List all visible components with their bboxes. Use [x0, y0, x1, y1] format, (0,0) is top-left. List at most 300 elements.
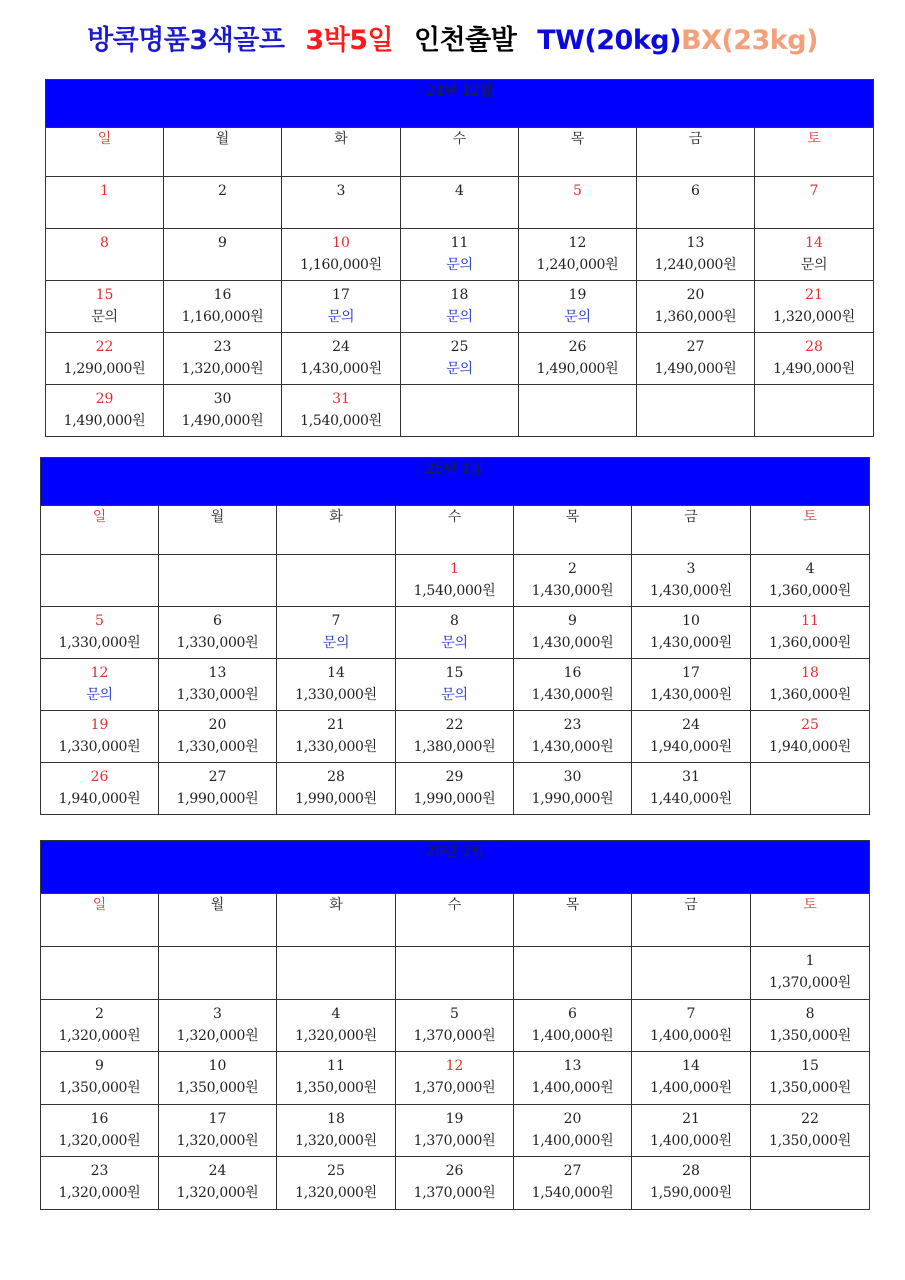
week-row: [41, 659, 870, 711]
day-cell: [519, 385, 637, 437]
day-cell: [277, 607, 396, 659]
day-number: 7: [331, 613, 341, 629]
day-cell: [396, 1104, 514, 1157]
day-number: 27: [208, 769, 227, 785]
price-label: 1,400,000원: [531, 1027, 614, 1044]
price-label: 1,990,000원: [176, 791, 259, 807]
weekday-sat: 토: [755, 128, 874, 177]
price-label: 1,430,000원: [531, 583, 614, 599]
day-cell: [396, 763, 514, 815]
price-label: 1,540,000원: [531, 1185, 614, 1202]
day-cell: [401, 177, 519, 229]
day-number: 19: [445, 1110, 464, 1127]
day-number: 14: [805, 235, 823, 251]
day-number: 26: [568, 339, 587, 355]
price-label: 1,370,000원: [413, 1080, 496, 1097]
weekday-sun: 일: [46, 128, 164, 177]
price-label: 1,400,000원: [650, 1080, 732, 1097]
day-cell: [159, 1157, 277, 1210]
calendar-february: [40, 840, 870, 1210]
day-cell: [46, 333, 164, 385]
day-number: 10: [682, 613, 700, 629]
day-cell: [159, 947, 277, 1000]
day-cell: [751, 947, 870, 1000]
price-label: 1,400,000원: [531, 1132, 614, 1149]
day-cell: [277, 1104, 396, 1157]
day-number: 2: [218, 183, 227, 199]
price-label: 1,370,000원: [413, 1132, 496, 1149]
day-number: 10: [332, 235, 350, 251]
day-cell: [751, 1052, 870, 1105]
day-cell: [632, 659, 751, 711]
weekday-wed: 수: [401, 128, 519, 177]
day-cell: [159, 1104, 277, 1157]
month-title: 25년 1월: [41, 458, 870, 506]
price-label: 1,400,000원: [650, 1027, 732, 1044]
price-label: 1,430,000원: [650, 635, 732, 651]
title-airline-bx: BX(23kg): [680, 25, 818, 56]
day-number: 27: [563, 1163, 582, 1180]
day-cell: [159, 555, 277, 607]
weekday-wed: 수: [396, 506, 514, 555]
weekday-sat: 토: [751, 894, 870, 947]
inquiry-label: 문의: [446, 309, 473, 325]
inquiry-label: 문의: [800, 257, 828, 273]
price-label: 1,320,000원: [295, 1132, 377, 1149]
weekday-fri: 금: [637, 128, 755, 177]
price-label: 1,320,000원: [176, 1185, 259, 1202]
day-number: 6: [691, 183, 700, 199]
inquiry-label: 문의: [327, 309, 355, 325]
day-number: 21: [682, 1110, 700, 1127]
day-number: 1: [805, 953, 815, 969]
day-cell: [41, 711, 159, 763]
day-cell: [637, 281, 755, 333]
day-cell: [46, 229, 164, 281]
day-number: 4: [331, 1005, 341, 1022]
title-airline-tw: TW(20kg): [537, 25, 681, 56]
inquiry-label: 문의: [446, 361, 473, 377]
day-cell: [396, 711, 514, 763]
inquiry-label: 문의: [91, 309, 118, 325]
price-label: 1,440,000원: [650, 791, 732, 807]
day-number: 3: [213, 1005, 222, 1022]
price-label: 1,990,000원: [531, 791, 614, 807]
day-cell: [514, 1052, 632, 1105]
week-row: [41, 947, 870, 1000]
day-number: 12: [445, 1058, 464, 1075]
day-cell: [755, 281, 874, 333]
day-cell: [159, 1052, 277, 1105]
day-cell: [637, 229, 755, 281]
day-number: 20: [208, 717, 227, 733]
price-label: 1,240,000원: [654, 257, 737, 273]
price-label: 1,370,000원: [413, 1185, 496, 1202]
day-cell: [46, 281, 164, 333]
day-number: 11: [450, 235, 469, 251]
month-title: 25년 2월: [41, 841, 870, 894]
price-label: 1,360,000원: [769, 635, 851, 651]
day-number: 31: [332, 391, 350, 407]
day-number: 7: [686, 1005, 696, 1022]
day-number: 29: [95, 391, 114, 407]
day-cell: [282, 281, 401, 333]
week-row: [41, 1052, 870, 1105]
day-cell: [41, 555, 159, 607]
day-number: 22: [445, 717, 464, 733]
price-label: 1,240,000원: [536, 257, 619, 273]
day-number: 23: [563, 717, 582, 733]
day-cell: [41, 1052, 159, 1105]
weekday-mon: 월: [164, 128, 282, 177]
price-label: 1,320,000원: [181, 361, 264, 377]
inquiry-label: 문의: [564, 309, 591, 325]
day-cell: [401, 229, 519, 281]
day-cell: [282, 333, 401, 385]
day-number: 25: [327, 1163, 345, 1180]
price-label: 1,330,000원: [58, 739, 141, 755]
week-row: [46, 333, 874, 385]
price-label: 1,320,000원: [58, 1027, 141, 1044]
day-cell: [277, 999, 396, 1052]
day-cell: [519, 177, 637, 229]
day-number: 9: [568, 613, 577, 629]
day-number: 22: [95, 339, 114, 355]
week-row: [41, 999, 870, 1052]
week-row: [46, 177, 874, 229]
day-number: 20: [686, 287, 705, 303]
day-cell: [751, 607, 870, 659]
day-cell: [514, 659, 632, 711]
day-number: 6: [213, 613, 222, 629]
day-number: 28: [327, 769, 345, 785]
price-label: 1,330,000원: [58, 635, 141, 651]
weekday-sat: 토: [751, 506, 870, 555]
day-number: 21: [327, 717, 345, 733]
day-cell: [159, 999, 277, 1052]
day-cell: [401, 333, 519, 385]
price-label: 1,540,000원: [413, 583, 496, 599]
price-label: 1,320,000원: [176, 1132, 259, 1149]
day-cell: [277, 1052, 396, 1105]
price-label: 1,400,000원: [531, 1080, 614, 1097]
day-cell: [751, 763, 870, 815]
day-number: 18: [801, 665, 819, 681]
weekday-mon: 월: [159, 894, 277, 947]
day-number: 24: [208, 1163, 227, 1180]
day-cell: [396, 947, 514, 1000]
day-cell: [632, 711, 751, 763]
price-label: 1,490,000원: [536, 361, 619, 377]
weekday-thu: 목: [514, 506, 632, 555]
price-label: 1,350,000원: [769, 1080, 851, 1097]
day-cell: [46, 385, 164, 437]
day-cell: [46, 177, 164, 229]
price-label: 1,330,000원: [176, 739, 259, 755]
day-cell: [755, 333, 874, 385]
price-label: 1,940,000원: [650, 739, 732, 755]
inquiry-label: 문의: [322, 635, 350, 651]
day-number: 6: [568, 1005, 577, 1022]
price-label: 1,490,000원: [63, 413, 146, 429]
day-cell: [41, 763, 159, 815]
day-number: 13: [563, 1058, 582, 1075]
day-number: 25: [801, 717, 819, 733]
day-cell: [159, 607, 277, 659]
day-cell: [277, 711, 396, 763]
day-cell: [277, 555, 396, 607]
price-label: 1,990,000원: [295, 791, 377, 807]
day-number: 5: [573, 183, 582, 199]
week-row: [41, 555, 870, 607]
day-cell: [514, 1157, 632, 1210]
day-cell: [637, 333, 755, 385]
week-row: [41, 1157, 870, 1210]
title-duration: 3박5일: [305, 25, 394, 56]
weekday-thu: 목: [519, 128, 637, 177]
day-number: 30: [563, 769, 582, 785]
price-label: 1,540,000원: [300, 413, 382, 429]
price-label: 1,350,000원: [769, 1027, 851, 1044]
week-row: [46, 229, 874, 281]
day-number: 2: [95, 1005, 104, 1022]
price-label: 1,490,000원: [654, 361, 737, 377]
day-cell: [632, 763, 751, 815]
title-product: 방콕명품3색골프: [87, 25, 285, 56]
day-number: 16: [213, 287, 232, 303]
day-number: 15: [95, 287, 114, 303]
day-cell: [755, 229, 874, 281]
price-label: 1,360,000원: [654, 309, 737, 325]
week-row: [41, 763, 870, 815]
day-cell: [755, 385, 874, 437]
price-label: 1,430,000원: [531, 739, 614, 755]
day-number: 10: [208, 1058, 227, 1075]
day-number: 11: [801, 613, 819, 629]
day-cell: [282, 385, 401, 437]
day-number: 14: [682, 1058, 700, 1075]
day-cell: [401, 281, 519, 333]
day-number: 19: [90, 717, 109, 733]
day-number: 9: [218, 235, 227, 251]
inquiry-label: 문의: [446, 257, 473, 273]
day-number: 16: [563, 665, 582, 681]
day-number: 20: [563, 1110, 582, 1127]
day-number: 21: [805, 287, 823, 303]
day-number: 29: [445, 769, 464, 785]
day-cell: [751, 659, 870, 711]
price-label: 1,490,000원: [181, 413, 264, 429]
price-label: 1,360,000원: [769, 583, 851, 599]
day-cell: [751, 1157, 870, 1210]
week-row: [41, 1104, 870, 1157]
price-label: 1,990,000원: [413, 791, 496, 807]
day-number: 27: [686, 339, 705, 355]
day-cell: [514, 763, 632, 815]
day-number: 4: [805, 561, 815, 577]
price-label: 1,320,000원: [295, 1185, 377, 1202]
day-cell: [632, 1104, 751, 1157]
day-cell: [396, 999, 514, 1052]
week-row: [41, 607, 870, 659]
day-number: 8: [100, 235, 109, 251]
day-cell: [632, 1052, 751, 1105]
day-cell: [514, 999, 632, 1052]
price-label: 1,360,000원: [769, 687, 851, 703]
weekday-wed: 수: [396, 894, 514, 947]
day-number: 12: [90, 665, 109, 681]
day-cell: [632, 947, 751, 1000]
day-number: 15: [801, 1058, 819, 1075]
day-cell: [282, 229, 401, 281]
price-label: 1,330,000원: [295, 687, 377, 703]
day-cell: [632, 607, 751, 659]
day-cell: [41, 1104, 159, 1157]
day-cell: [396, 1052, 514, 1105]
day-cell: [755, 177, 874, 229]
price-label: 1,320,000원: [58, 1132, 141, 1149]
price-label: 1,290,000원: [63, 361, 146, 377]
price-label: 1,330,000원: [176, 687, 259, 703]
day-number: 7: [809, 183, 819, 199]
day-cell: [401, 385, 519, 437]
calendar-december: [45, 79, 874, 437]
day-cell: [632, 555, 751, 607]
price-label: 1,160,000원: [300, 257, 382, 273]
price-label: 1,160,000원: [181, 309, 264, 325]
day-cell: [396, 555, 514, 607]
day-cell: [519, 281, 637, 333]
day-number: 19: [568, 287, 587, 303]
price-label: 1,330,000원: [176, 635, 259, 651]
price-label: 1,370,000원: [769, 975, 851, 991]
day-cell: [41, 607, 159, 659]
price-label: 1,320,000원: [773, 309, 855, 325]
day-cell: [277, 763, 396, 815]
price-label: 1,490,000원: [773, 361, 855, 377]
day-number: 18: [450, 287, 469, 303]
price-label: 1,350,000원: [295, 1080, 377, 1097]
inquiry-label: 문의: [441, 687, 468, 703]
day-number: 17: [682, 665, 700, 681]
week-row: [41, 711, 870, 763]
day-number: 2: [568, 561, 577, 577]
day-number: 17: [208, 1110, 227, 1127]
price-label: 1,330,000원: [295, 739, 377, 755]
day-cell: [164, 177, 282, 229]
day-number: 1: [100, 183, 109, 199]
weekday-fri: 금: [632, 894, 751, 947]
day-cell: [396, 659, 514, 711]
day-cell: [277, 1157, 396, 1210]
weekday-tue: 화: [282, 128, 401, 177]
day-number: 9: [95, 1058, 104, 1075]
day-cell: [164, 333, 282, 385]
price-label: 1,430,000원: [650, 687, 732, 703]
day-cell: [396, 607, 514, 659]
price-label: 1,590,000원: [650, 1185, 732, 1202]
price-label: 1,380,000원: [413, 739, 496, 755]
day-number: 16: [90, 1110, 109, 1127]
day-cell: [396, 1157, 514, 1210]
day-number: 5: [450, 1005, 459, 1022]
week-row: [46, 385, 874, 437]
day-number: 5: [95, 613, 104, 629]
day-cell: [41, 659, 159, 711]
day-cell: [514, 1104, 632, 1157]
day-number: 28: [805, 339, 823, 355]
weekday-tue: 화: [277, 894, 396, 947]
price-label: 1,370,000원: [413, 1027, 496, 1044]
title-departure: 인천출발: [414, 25, 517, 56]
price-label: 1,350,000원: [769, 1132, 851, 1149]
day-cell: [159, 763, 277, 815]
day-cell: [164, 281, 282, 333]
price-label: 1,400,000원: [650, 1132, 732, 1149]
weekday-sun: 일: [41, 506, 159, 555]
page-title: [0, 18, 905, 57]
day-cell: [751, 1104, 870, 1157]
price-label: 1,940,000원: [58, 791, 141, 807]
day-number: 18: [327, 1110, 345, 1127]
day-cell: [751, 711, 870, 763]
day-cell: [514, 607, 632, 659]
day-cell: [41, 947, 159, 1000]
day-number: 22: [801, 1110, 819, 1127]
day-number: 1: [450, 561, 459, 577]
day-cell: [41, 1157, 159, 1210]
day-number: 23: [213, 339, 232, 355]
day-cell: [277, 659, 396, 711]
day-number: 24: [682, 717, 700, 733]
day-cell: [637, 385, 755, 437]
price-label: 1,430,000원: [650, 583, 732, 599]
price-label: 1,320,000원: [176, 1027, 259, 1044]
price-label: 1,350,000원: [58, 1080, 141, 1097]
day-cell: [519, 229, 637, 281]
day-number: 8: [805, 1005, 815, 1022]
day-number: 28: [682, 1163, 700, 1180]
day-number: 3: [336, 183, 346, 199]
day-cell: [41, 999, 159, 1052]
day-cell: [164, 385, 282, 437]
weekday-fri: 금: [632, 506, 751, 555]
day-number: 26: [90, 769, 109, 785]
calendar-january: [40, 457, 870, 815]
day-number: 17: [332, 287, 350, 303]
day-number: 4: [455, 183, 464, 199]
day-cell: [159, 711, 277, 763]
day-cell: [519, 333, 637, 385]
price-label: 1,430,000원: [531, 687, 614, 703]
day-cell: [632, 1157, 751, 1210]
day-cell: [282, 177, 401, 229]
day-number: 25: [450, 339, 469, 355]
price-label: 1,940,000원: [769, 739, 851, 755]
day-number: 12: [568, 235, 587, 251]
price-label: 1,430,000원: [531, 635, 614, 651]
month-title: 24년 12월: [46, 80, 874, 128]
day-cell: [164, 229, 282, 281]
day-number: 14: [327, 665, 345, 681]
weekday-tue: 화: [277, 506, 396, 555]
day-number: 24: [332, 339, 350, 355]
day-number: 8: [450, 613, 459, 629]
price-label: 1,320,000원: [295, 1027, 377, 1044]
day-cell: [514, 711, 632, 763]
day-cell: [637, 177, 755, 229]
day-number: 13: [686, 235, 705, 251]
